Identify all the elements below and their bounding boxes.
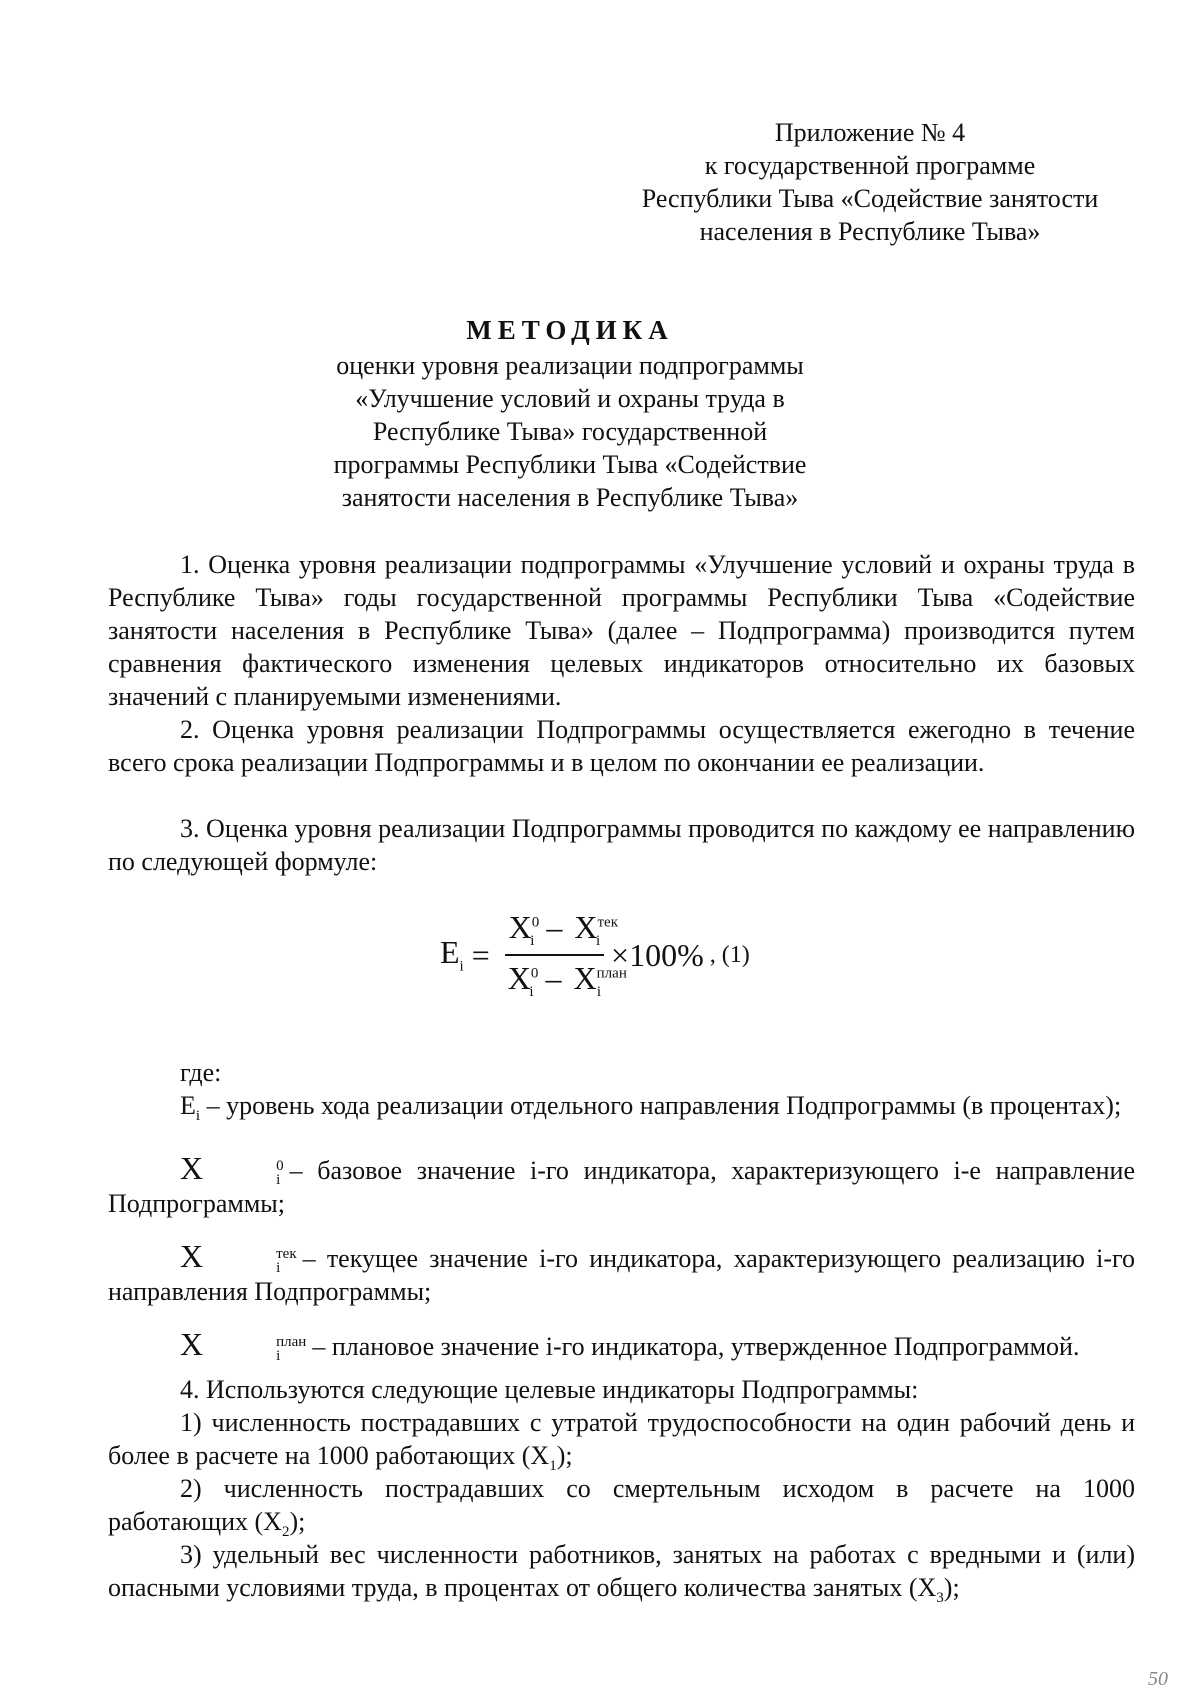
indicator-2: 2) численность пострадавших со смертельным исходом в расчете на 1000 работающих $(X_2)$; bbox=[108, 1474, 1135, 1541]
appendix-line-3: Республики Тыва «Содействие занятости bbox=[641, 184, 1099, 213]
formula-fraction bbox=[504, 908, 627, 1002]
paragraph-3: 3. Оценка уровня реализации Подпрограммы проводится по каждому ее направлению по следующей формуле: bbox=[108, 814, 1135, 876]
formula-denominator: $X^0_i - X^{план}_i$ bbox=[507, 960, 627, 1001]
formula-equals: = bbox=[471, 936, 490, 973]
title-sub-3: Республике Тыва» государственной bbox=[372, 417, 768, 446]
formula-times: ×100% bbox=[611, 936, 704, 973]
formula-number: , (1) bbox=[709, 941, 750, 968]
title-sub-2: «Улучшение условий и охраны труда в bbox=[355, 384, 785, 413]
indicator-3: 3) удельный вес численности работников, занятых на работах с вредными и (или) опасными условиями труда, в процентах от общего количества занятых $(X_3)$; bbox=[108, 1540, 1135, 1607]
paragraph-1: 1. Оценка уровня реализации подпрограммы «Улучшение условий и охраны труда в Республике Тыва» годы государственной программы Республики Тыва «Содействие занятости населения в Республике Тыва» (далее – Подпрограмма) производится путем сравнения фактического изменения целевых индикаторов относительно их базовых значений с планируемыми изменениями. bbox=[108, 550, 1135, 711]
appendix-line-2: к государственной программе bbox=[704, 151, 1036, 180]
title-sub-5: занятости населения в Республике Тыва» bbox=[341, 483, 799, 512]
appendix-header bbox=[600, 116, 1140, 248]
appendix-line-4: населения в Республике Тыва» bbox=[699, 217, 1041, 246]
title-main: МЕТОДИКА bbox=[466, 315, 674, 345]
definition-xtek: X тек i – текущее значение i-го индикатора, характеризующего реализацию i-го направления Подпрограммы; bbox=[108, 1238, 1135, 1307]
definition-x0: X 0 i – базовое значение i-го индикатора, характеризующего i-е направление Подпрограммы; bbox=[108, 1150, 1135, 1219]
formula-1 bbox=[440, 910, 750, 1000]
paragraph-2: 2. Оценка уровня реализации Подпрограммы осуществляется ежегодно в течение всего срока реализации Подпрограммы и в целом по окончании ее реализации. bbox=[108, 715, 1135, 777]
indicators-intro: 4. Используются следующие целевые индикаторы Подпрограммы: bbox=[180, 1375, 919, 1404]
formula-numerator: $X^0_i - X^{тек}_i$ bbox=[505, 909, 605, 956]
title-sub-1: оценки уровня реализации подпрограммы bbox=[336, 351, 804, 380]
indicator-1: 1) численность пострадавших с утратой трудоспособности на один рабочий день и более в расчете на 1000 работающих $(X_1)$; bbox=[108, 1408, 1135, 1475]
appendix-line-1: Приложение № 4 bbox=[774, 118, 966, 147]
title-sub-4: программы Республики Тыва «Содействие bbox=[333, 450, 807, 479]
document-title bbox=[300, 314, 840, 514]
page-number: 50 bbox=[1148, 1668, 1168, 1690]
definition-e: $E_i$ – уровень хода реализации отдельного направления Подпрограммы (в процентах); bbox=[180, 1091, 1122, 1125]
formula-lhs: $E_i$ bbox=[440, 934, 464, 975]
where-label: где: bbox=[180, 1058, 222, 1087]
definition-xplan: X план i – плановое значение i-го индикатора, утвержденное Подпрограммой. bbox=[180, 1326, 1080, 1365]
